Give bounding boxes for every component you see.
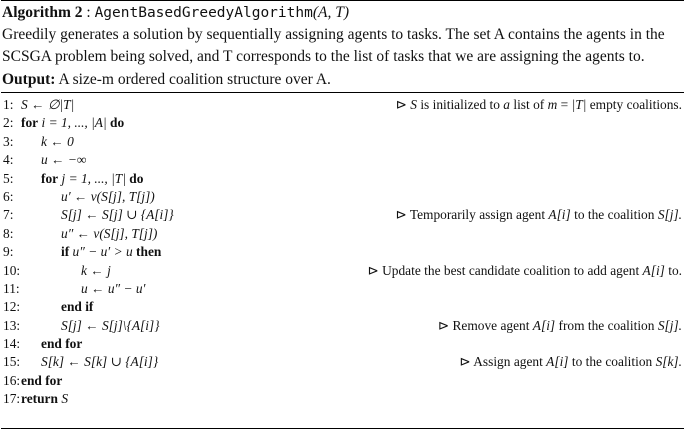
line-code: end for bbox=[21, 372, 63, 388]
line-code: k ← j bbox=[81, 262, 111, 278]
line-comment: ⊳ Temporarily assign agent A[i] to the coalition S[j]. bbox=[395, 207, 682, 223]
algorithm-line bbox=[1, 353, 684, 371]
line-code: end if bbox=[61, 299, 94, 315]
line-number: 11: bbox=[3, 280, 20, 296]
output-text: A size-m ordered coalition structure over A. bbox=[58, 71, 331, 88]
algorithm-description: Greedily generates a solution by sequentially assigning agents to tasks. The set A contains the agents in the SCSGA problem being solved, and T corresponds to the list of tasks that we are assigning the agents to. bbox=[2, 26, 665, 65]
algorithm-line bbox=[1, 372, 684, 390]
algorithm-line bbox=[1, 188, 684, 206]
line-number: 12: bbox=[3, 299, 21, 315]
algorithm-output bbox=[1, 68, 684, 91]
algorithm-line bbox=[1, 262, 684, 280]
line-code: S[j] ← S[j] ∪ {A[i]} bbox=[61, 207, 174, 223]
algorithm-line bbox=[1, 335, 684, 353]
line-code: u′ ← v(S[j], T[j]) bbox=[61, 188, 155, 204]
algorithm-args: (A, T) bbox=[312, 4, 349, 21]
line-number: 10: bbox=[3, 262, 21, 278]
algorithm-line bbox=[1, 170, 684, 188]
line-number: 15: bbox=[3, 354, 21, 370]
line-number: 3: bbox=[3, 133, 14, 149]
line-code: end for bbox=[41, 336, 83, 352]
algorithm-lines bbox=[1, 93, 684, 409]
line-comment: ⊳ Assign agent A[i] to the coalition S[k]. bbox=[459, 354, 682, 370]
line-number: 17: bbox=[3, 391, 21, 407]
algorithm-line bbox=[1, 280, 684, 298]
line-code: S ← ∅|T| bbox=[21, 97, 75, 112]
algorithm-line bbox=[1, 206, 684, 224]
line-number: 5: bbox=[3, 170, 14, 186]
line-number: 6: bbox=[3, 188, 14, 204]
algorithm-label: Algorithm 2 bbox=[2, 4, 83, 21]
algorithm-line bbox=[1, 96, 684, 114]
line-code: return S bbox=[21, 391, 69, 407]
line-code: u ← u″ − u′ bbox=[81, 280, 146, 296]
line-code: S[k] ← S[k] ∪ {A[i]} bbox=[41, 354, 159, 370]
algorithm-line bbox=[1, 151, 684, 169]
line-number: 9: bbox=[3, 244, 14, 260]
line-code: if u″ − u′ > u then bbox=[61, 244, 162, 260]
algorithm-box bbox=[1, 0, 684, 429]
line-number: 8: bbox=[3, 225, 14, 241]
output-label: Output: bbox=[2, 71, 56, 88]
line-code: for i = 1, ..., |A| do bbox=[21, 115, 125, 131]
line-number: 4: bbox=[3, 152, 14, 168]
algorithm-line bbox=[1, 243, 684, 261]
algorithm-header bbox=[1, 1, 684, 24]
algorithm-line bbox=[1, 390, 684, 408]
line-code: for j = 1, ..., |T| do bbox=[41, 170, 144, 186]
line-number: 13: bbox=[3, 317, 21, 333]
algorithm-separator: : bbox=[82, 4, 95, 21]
line-comment: ⊳ Remove agent A[i] from the coalition S[j]. bbox=[437, 317, 682, 333]
line-number: 14: bbox=[3, 336, 21, 352]
algorithm-line bbox=[1, 225, 684, 243]
line-code: u ← −∞ bbox=[41, 152, 87, 168]
line-number: 1: bbox=[3, 97, 14, 112]
algorithm-line bbox=[1, 114, 684, 132]
algorithm-line bbox=[1, 317, 684, 335]
algorithm-line bbox=[1, 298, 684, 316]
line-code: k ← 0 bbox=[41, 133, 74, 149]
algorithm-line bbox=[1, 133, 684, 151]
line-comment: ⊳ S is initialized to a list of m = |T| empty coalitions. bbox=[395, 97, 682, 112]
line-number: 7: bbox=[3, 207, 14, 223]
line-code: S[j] ← S[j]\{A[i]} bbox=[61, 317, 160, 333]
algorithm-name: AgentBasedGreedyAlgorithm bbox=[94, 5, 313, 21]
line-number: 2: bbox=[3, 115, 14, 131]
line-comment: ⊳ Update the best candidate coalition to add agent A[i] to. bbox=[367, 262, 682, 278]
line-code: u″ ← v(S[j], T[j]) bbox=[61, 225, 158, 241]
line-number: 16: bbox=[3, 372, 21, 388]
